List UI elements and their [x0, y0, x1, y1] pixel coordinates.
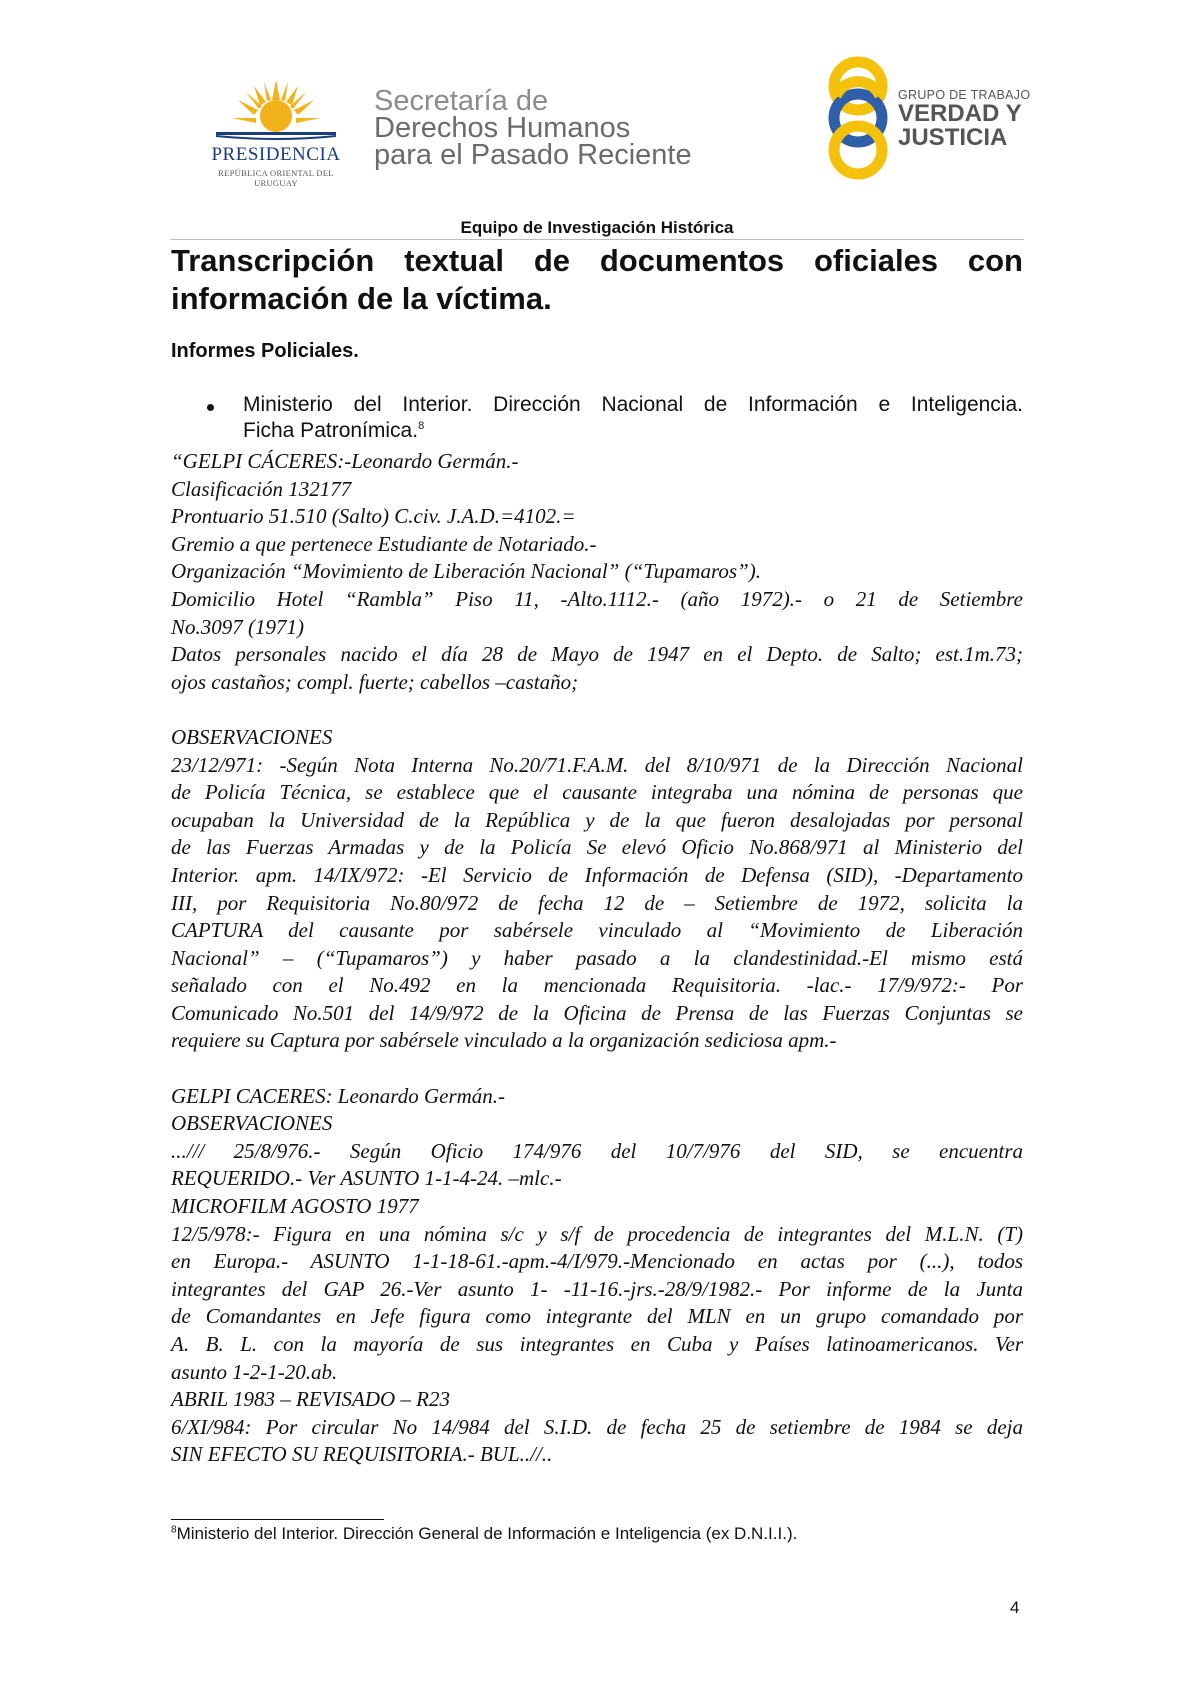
blank-line [171, 696, 1023, 724]
blank-line [171, 1055, 1023, 1083]
bullet-line-1: Ministerio del Interior. Dirección Nacional de Información e Inteligencia. [243, 393, 1023, 416]
body-line: integrantes del GAP 26.-Ver asunto 1- -11-16.-jrs.-28/9/1982.- Por informe de la Junta [171, 1276, 1023, 1301]
bullet-line-2: Ficha Patronímica. [243, 419, 419, 442]
body-line: ojos castaños; compl. fuerte; cabellos –castaño; [171, 669, 579, 694]
body-line: Organización “Movimiento de Liberación Nacional” (“Tupamaros”). [171, 559, 761, 584]
body-line: OBSERVACIONES [171, 1111, 333, 1136]
body-line: de Comandantes en Jefe figura como integrante del MLN en un grupo comandado por [171, 1304, 1023, 1329]
body-line: “GELPI CÁCERES:-Leonardo Germán.- [171, 449, 519, 473]
secretaria-wordmark [374, 85, 692, 171]
body-line: Interior. apm. 14/IX/972: -El Servicio de Información de Defensa (SID), -Departamento [171, 862, 1023, 887]
gtvj-small-text: GRUPO DE TRABAJO [898, 88, 1031, 102]
body-line: No.3097 (1971) [171, 614, 304, 639]
body-line: A. B. L. con la mayoría de sus integrantes en Cuba y Países latinoamericanos. Ver [171, 1332, 1023, 1356]
secretaria-line-1: Secretaría de [374, 85, 549, 117]
document-title [171, 242, 1023, 318]
body-line: GELPI CACERES: Leonardo Germán.- [171, 1083, 506, 1108]
bullet-marker [207, 404, 214, 411]
page-number: 4 [1010, 1598, 1020, 1617]
team-name: Equipo de Investigación Histórica [460, 218, 734, 237]
secretaria-line-3: para el Pasado Reciente [374, 139, 692, 171]
body-line: en Europa.- ASUNTO 1-1-18-61.-apm.-4/I/979.-Mencionado en actas por (...), todos [171, 1249, 1023, 1274]
gtvj-line-1: VERDAD Y [898, 100, 1022, 127]
body-line: CAPTURA del causante por sabérsele vinculado al “Movimiento de Liberación [171, 918, 1023, 943]
body-line: de las Fuerzas Armadas y de la Policía Se elevó Oficio No.868/971 al Ministerio del [171, 835, 1023, 860]
body-line: MICROFILM AGOSTO 1977 [171, 1194, 419, 1219]
footnote [171, 1524, 797, 1544]
body-line: III, por Requisitoria No.80/972 de fecha 12 de – Setiembre de 1972, solicita la [171, 890, 1023, 915]
body-line: .../// 25/8/976.- Según Oficio 174/976 del 10/7/976 del SID, se encuentra [171, 1138, 1023, 1163]
body-line: ocupaban la Universidad de la República y de la que fueron desalojadas por personal [171, 807, 1023, 832]
body-line: OBSERVACIONES [171, 724, 333, 749]
body-line: de Policía Técnica, se establece que el causante integraba una nómina de personas que [171, 780, 1023, 805]
title-line-2: información de la víctima. [171, 281, 552, 316]
body-line: asunto 1-2-1-20.ab. [171, 1359, 338, 1384]
footnote-ref[interactable]: 8 [418, 420, 425, 432]
body-line: Clasificación 132177 [171, 476, 352, 501]
footnote-text: Ministerio del Interior. Dirección General de Información e Inteligencia (ex D.N.I.I.). [176, 1524, 798, 1543]
body-line: Prontuario 51.510 (Salto) C.civ. J.A.D.=4102.= [171, 504, 576, 529]
section-heading: Informes Policiales. [171, 340, 359, 362]
body-line: Gremio a que pertenece Estudiante de Notariado.- [171, 531, 597, 556]
body-line: 23/12/971: -Según Nota Interna No.20/71.F.A.M. del 8/10/971 de la Dirección Nacional [171, 752, 1023, 777]
presidencia-subtitle: REPÚBLICA ORIENTAL DEL URUGUAY [218, 168, 334, 188]
body-line: 6/XI/984: Por circular No 14/984 del S.I.D. de fecha 25 de setiembre de 1984 se deja [171, 1414, 1023, 1439]
gtvj-rings-icon [822, 56, 894, 181]
body-line: Domicilio Hotel “Rambla” Piso 11, -Alto.1112.- (año 1972).- o 21 de Setiembre [171, 586, 1023, 611]
secretaria-line-2: Derechos Humanos [374, 112, 631, 144]
sun-emblem-icon [196, 78, 356, 148]
body-line: ABRIL 1983 – REVISADO – R23 [171, 1387, 450, 1412]
body-line: Nacional” – (“Tupamaros”) y haber pasado a la clandestinidad.-El mismo está [171, 945, 1023, 970]
gtvj-line-2: JUSTICIA [898, 124, 1008, 151]
footnote-divider [171, 1519, 384, 1520]
presidencia-logo [196, 78, 356, 188]
body-line: señalado con el No.492 en la mencionada Requisitoria. -lac.- 17/9/972:- Por [171, 973, 1023, 998]
gtvj-logo [822, 56, 1052, 181]
body-line: REQUERIDO.- Ver ASUNTO 1-1-4-24. –mlc.- [171, 1166, 562, 1191]
bullet-text [243, 392, 1023, 444]
transcription-body [171, 448, 1023, 1469]
title-line-1: Transcripción textual de documentos oficiales con [171, 243, 1023, 278]
page-header [0, 0, 1190, 210]
body-line: Comunicado No.501 del 14/9/972 de la Oficina de Prensa de las Fuerzas Conjuntas se [171, 1000, 1023, 1025]
header-divider [170, 239, 1024, 240]
body-line: Datos personales nacido el día 28 de Mayo de 1947 en el Depto. de Salto; est.1m.73; [171, 642, 1023, 667]
presidencia-wordmark: PRESIDENCIA [211, 144, 341, 165]
body-line: requiere su Captura por sabérsele vinculado a la organización sediciosa apm.- [171, 1028, 837, 1053]
footnote-number: 8 [171, 1524, 177, 1536]
body-line: 12/5/978:- Figura en una nómina s/c y s/f de procedencia de integrantes del M.L.N. (T) [171, 1221, 1023, 1246]
body-line: SIN EFECTO SU REQUISITORIA.- BUL..//.. [171, 1442, 553, 1467]
